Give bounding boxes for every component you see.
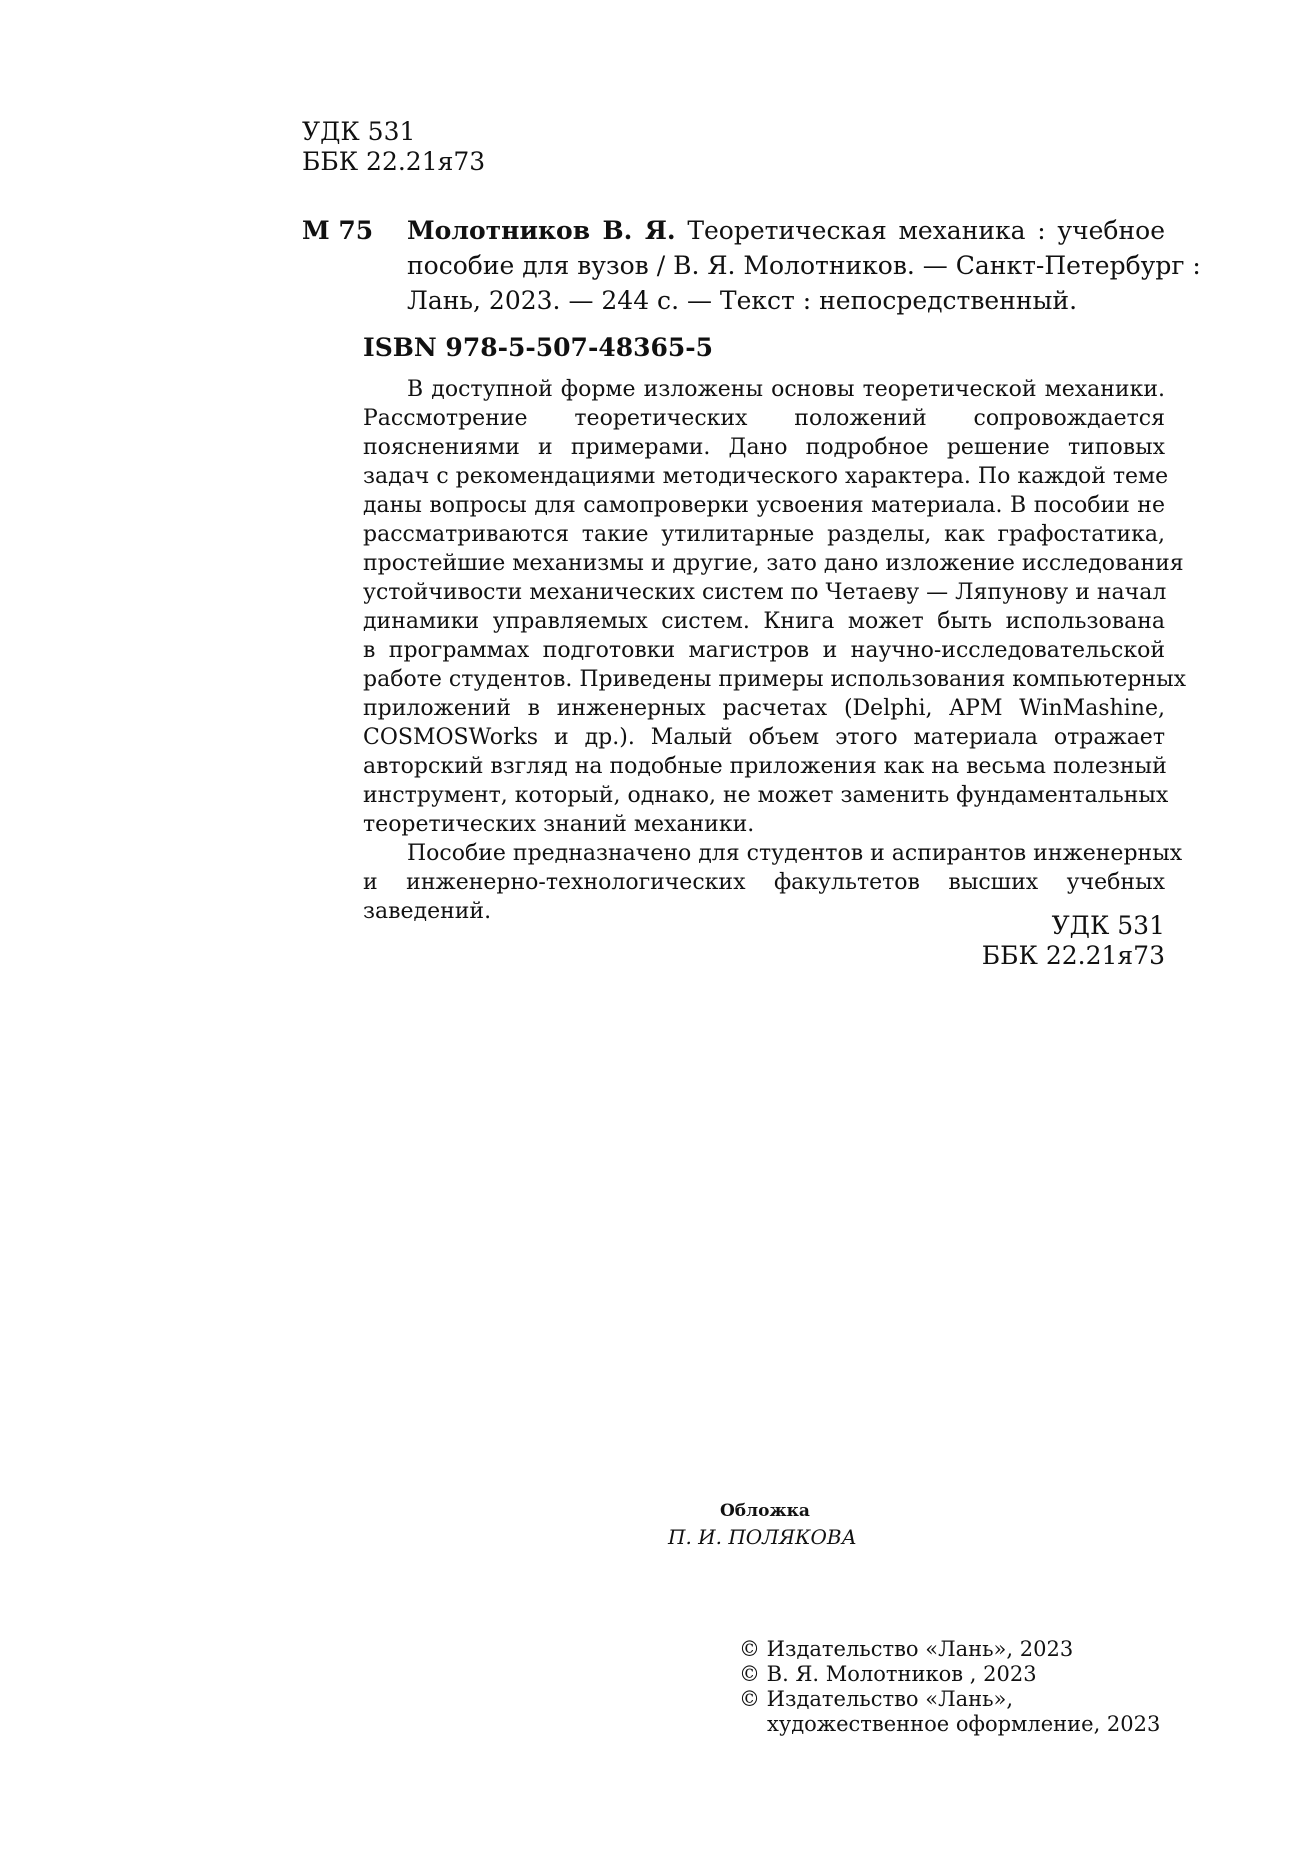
bibliographic-entry bbox=[407, 213, 1201, 318]
entry-line-2: пособие для вузов / В. Я. Молотников. — Санкт-Петербург : bbox=[407, 251, 1201, 280]
abstract bbox=[363, 375, 1187, 926]
copyright-line: © Издательство «Лань», 2023 bbox=[739, 1637, 1074, 1661]
copyright-line: художественное оформление, 2023 bbox=[767, 1712, 1161, 1736]
entry-line-1 bbox=[407, 213, 1165, 248]
abstract-line: COSMOSWorks и др.). Малый объем этого материала отражает bbox=[363, 725, 1165, 750]
udk-code-top: УДК 531 bbox=[302, 117, 416, 146]
abstract-line: рассматриваются такие утилитарные разделы, как графостатика, bbox=[363, 522, 1165, 547]
bbk-code-top: ББК 22.21я73 bbox=[302, 147, 486, 176]
classification-bottom bbox=[965, 911, 1165, 971]
abstract-line: простейшие механизмы и другие, зато дано изложение исследования bbox=[363, 551, 1184, 576]
cover-designer-name: П. И. ПОЛЯКОВА bbox=[668, 1525, 857, 1549]
abstract-line: авторский взгляд на подобные приложения как на весьма полезный bbox=[363, 754, 1167, 779]
abstract-line: Пособие предназначено для студентов и аспирантов инженерных bbox=[407, 841, 1183, 866]
cover-credit-label: Обложка bbox=[720, 1501, 810, 1521]
udk-code-bottom: УДК 531 bbox=[1051, 911, 1165, 940]
abstract-line: теоретических знаний механики. bbox=[363, 812, 755, 837]
abstract-line: Рассмотрение теоретических положений сопровождается bbox=[363, 406, 1165, 431]
isbn: ISBN 978-5-507-48365-5 bbox=[363, 333, 714, 362]
abstract-line: устойчивости механических систем по Четаеву — Ляпунову и начал bbox=[363, 580, 1167, 605]
abstract-line: работе студентов. Приведены примеры использования компьютерных bbox=[363, 667, 1187, 692]
abstract-line: пояснениями и примерами. Дано подробное решение типовых bbox=[363, 435, 1165, 460]
abstract-line: В доступной форме изложены основы теоретической механики. bbox=[407, 377, 1165, 402]
abstract-line: в программах подготовки магистров и научно-исследовательской bbox=[363, 638, 1165, 663]
classification-top bbox=[302, 117, 485, 177]
abstract-line: инструмент, который, однако, не может заменить фундаментальных bbox=[363, 783, 1169, 808]
abstract-line: и инженерно-технологических факультетов высших учебных bbox=[363, 870, 1165, 895]
abstract-line: даны вопросы для самопроверки усвоения материала. В пособии не bbox=[363, 493, 1165, 518]
entry-line-3: Лань, 2023. — 244 с. — Текст : непосредственный. bbox=[407, 286, 1078, 315]
copyright-block bbox=[739, 1637, 1160, 1737]
entry-author: Молотников В. Я. bbox=[407, 216, 676, 245]
abstract-line: заведений. bbox=[363, 899, 492, 924]
copyright-line: © Издательство «Лань», bbox=[739, 1687, 1014, 1711]
abstract-line: задач с рекомендациями методического характера. По каждой теме bbox=[363, 464, 1169, 489]
bbk-code-bottom: ББК 22.21я73 bbox=[981, 941, 1165, 970]
abstract-line: динамики управляемых систем. Книга может быть использована bbox=[363, 609, 1165, 634]
entry-title: Теоретическая механика : учебное bbox=[687, 216, 1165, 245]
abstract-line: приложений в инженерных расчетах (Delphi, APM WinMashine, bbox=[363, 696, 1165, 721]
copyright-line: © В. Я. Молотников , 2023 bbox=[739, 1662, 1037, 1686]
author-sign-code: М 75 bbox=[302, 216, 374, 245]
